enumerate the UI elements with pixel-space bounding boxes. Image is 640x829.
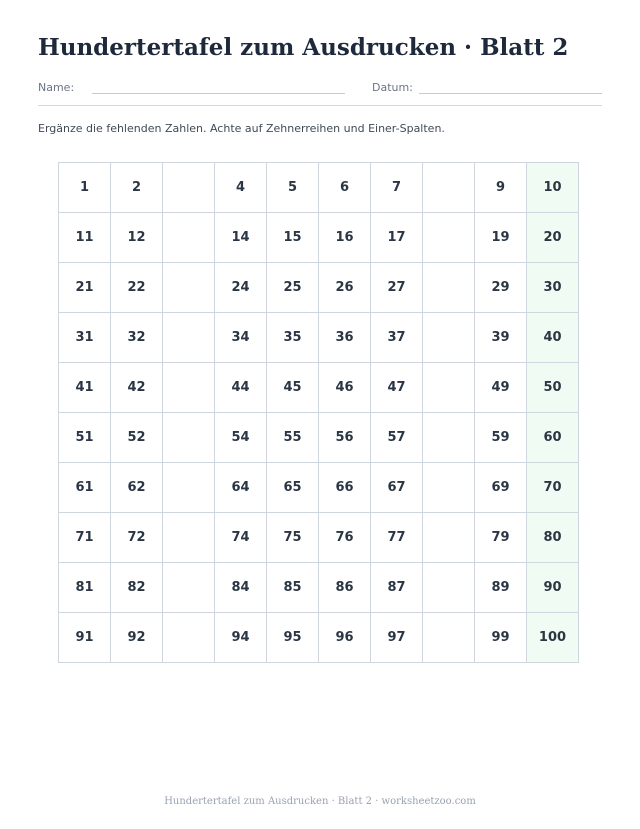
grid-cell: 91 [59, 613, 111, 663]
grid-cell: 7 [371, 163, 423, 213]
grid-cell: 1 [59, 163, 111, 213]
grid-cell: 94 [215, 613, 267, 663]
grid-cell: 24 [215, 263, 267, 313]
grid-cell: 14 [215, 213, 267, 263]
grid-cell: 49 [475, 363, 527, 413]
grid-cell: 39 [475, 313, 527, 363]
grid-cell: 27 [371, 263, 423, 313]
grid-cell: 84 [215, 563, 267, 613]
grid-cell-blank [163, 463, 215, 513]
grid-cell-blank [163, 363, 215, 413]
grid-cell: 65 [267, 463, 319, 513]
grid-cell: 2 [111, 163, 163, 213]
grid-cell: 86 [319, 563, 371, 613]
grid-cell-blank [423, 263, 475, 313]
grid-cell-blank [163, 613, 215, 663]
grid-cell-blank [423, 513, 475, 563]
grid-cell: 35 [267, 313, 319, 363]
grid-cell: 32 [111, 313, 163, 363]
grid-cell: 29 [475, 263, 527, 313]
grid-cell-blank [163, 513, 215, 563]
grid-cell: 6 [319, 163, 371, 213]
grid-cell: 79 [475, 513, 527, 563]
grid-cell: 85 [267, 563, 319, 613]
grid-cell: 60 [527, 413, 579, 463]
grid-cell: 16 [319, 213, 371, 263]
hundred-chart [58, 162, 579, 663]
grid-cell: 11 [59, 213, 111, 263]
grid-row [59, 563, 579, 613]
grid-cell: 15 [267, 213, 319, 263]
grid-cell: 67 [371, 463, 423, 513]
grid-cell: 64 [215, 463, 267, 513]
grid-cell-blank [163, 313, 215, 363]
grid-cell: 44 [215, 363, 267, 413]
grid-cell: 31 [59, 313, 111, 363]
grid-cell: 25 [267, 263, 319, 313]
grid-cell: 51 [59, 413, 111, 463]
grid-cell: 80 [527, 513, 579, 563]
grid-row [59, 513, 579, 563]
grid-cell: 10 [527, 163, 579, 213]
grid-cell: 89 [475, 563, 527, 613]
grid-cell: 4 [215, 163, 267, 213]
grid-cell: 56 [319, 413, 371, 463]
grid-cell: 61 [59, 463, 111, 513]
grid-cell: 21 [59, 263, 111, 313]
grid-cell: 95 [267, 613, 319, 663]
grid-cell: 59 [475, 413, 527, 463]
grid-cell-blank [423, 313, 475, 363]
grid-cell-blank [423, 413, 475, 463]
grid-row [59, 313, 579, 363]
date-write-line [419, 93, 602, 94]
grid-cell: 76 [319, 513, 371, 563]
grid-cell: 87 [371, 563, 423, 613]
grid-cell: 52 [111, 413, 163, 463]
footer-text: Hundertertafel zum Ausdrucken · Blatt 2 · worksheetzoo.com [164, 796, 476, 807]
grid-cell: 75 [267, 513, 319, 563]
grid-cell: 92 [111, 613, 163, 663]
grid-cell: 77 [371, 513, 423, 563]
grid-cell-blank [163, 263, 215, 313]
grid-cell: 9 [475, 163, 527, 213]
grid-row [59, 463, 579, 513]
grid-cell: 17 [371, 213, 423, 263]
grid-cell-blank [163, 213, 215, 263]
grid-cell: 47 [371, 363, 423, 413]
name-label: Name: [38, 81, 75, 94]
date-label: Datum: [372, 81, 413, 94]
grid-row [59, 363, 579, 413]
grid-cell: 55 [267, 413, 319, 463]
grid-cell: 34 [215, 313, 267, 363]
grid-cell-blank [423, 563, 475, 613]
grid-cell: 81 [59, 563, 111, 613]
grid-cell: 26 [319, 263, 371, 313]
grid-cell: 82 [111, 563, 163, 613]
grid-cell: 36 [319, 313, 371, 363]
grid-cell: 37 [371, 313, 423, 363]
grid-cell: 100 [527, 613, 579, 663]
grid-cell: 40 [527, 313, 579, 363]
grid-cell: 30 [527, 263, 579, 313]
grid-cell: 22 [111, 263, 163, 313]
grid-cell: 99 [475, 613, 527, 663]
grid-cell: 46 [319, 363, 371, 413]
name-write-line [92, 93, 345, 94]
grid-cell: 57 [371, 413, 423, 463]
grid-cell-blank [423, 613, 475, 663]
grid-cell: 50 [527, 363, 579, 413]
grid-cell: 71 [59, 513, 111, 563]
grid-cell: 12 [111, 213, 163, 263]
grid-row [59, 263, 579, 313]
grid-cell: 45 [267, 363, 319, 413]
grid-cell-blank [423, 363, 475, 413]
grid-cell: 54 [215, 413, 267, 463]
grid-cell: 74 [215, 513, 267, 563]
grid-cell: 62 [111, 463, 163, 513]
grid-cell-blank [163, 563, 215, 613]
grid-cell-blank [423, 213, 475, 263]
grid-cell: 41 [59, 363, 111, 413]
header-divider [38, 105, 602, 106]
grid-cell-blank [423, 163, 475, 213]
grid-row [59, 213, 579, 263]
grid-cell: 90 [527, 563, 579, 613]
grid-row [59, 413, 579, 463]
instruction-text: Ergänze die fehlenden Zahlen. Achte auf Zehnerreihen und Einer-Spalten. [38, 122, 445, 135]
worksheet-title: Hundertertafel zum Ausdrucken · Blatt 2 [38, 34, 569, 61]
grid-cell: 70 [527, 463, 579, 513]
grid-cell: 20 [527, 213, 579, 263]
grid-cell: 66 [319, 463, 371, 513]
grid-row [59, 163, 579, 213]
name-date-row [38, 81, 602, 95]
grid-cell: 42 [111, 363, 163, 413]
grid-cell: 96 [319, 613, 371, 663]
grid-cell: 19 [475, 213, 527, 263]
grid-cell: 72 [111, 513, 163, 563]
grid-cell-blank [163, 163, 215, 213]
grid-cell: 69 [475, 463, 527, 513]
grid-cell: 5 [267, 163, 319, 213]
grid-row [59, 613, 579, 663]
grid-cell: 97 [371, 613, 423, 663]
grid-cell-blank [163, 413, 215, 463]
grid-cell-blank [423, 463, 475, 513]
